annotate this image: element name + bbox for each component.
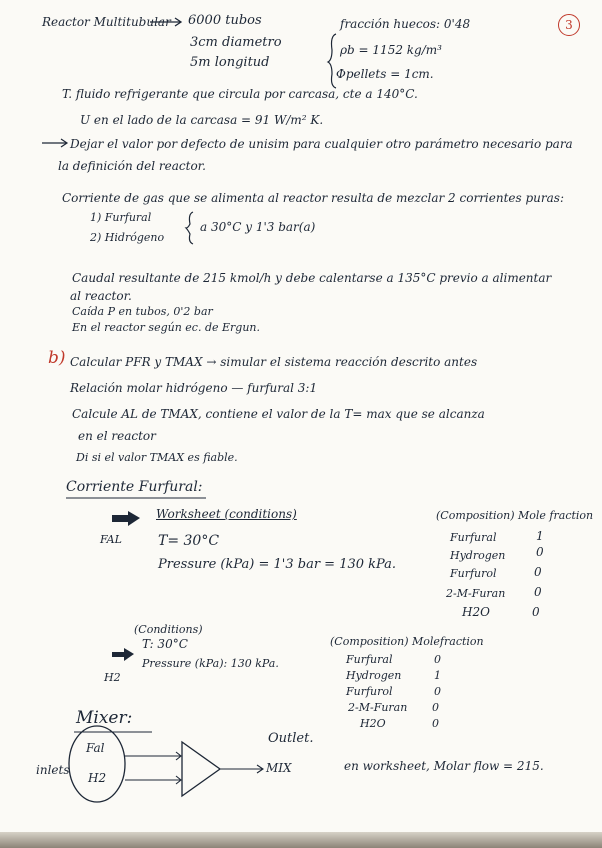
furfural-comp-3-value: 0: [534, 565, 542, 579]
flow-line1: Caudal resultante de 215 kmol/h y debe calentarse a 135°C previo a alimentar: [72, 271, 552, 285]
mixer-triangle: [182, 742, 220, 796]
h2-arrow-head: [124, 648, 134, 661]
flow-bullet-2: En el reactor según ec. de Ergun.: [72, 321, 260, 334]
mixer-worksheet-note: en worksheet, Molar flow = 215.: [344, 759, 544, 773]
inlet-circle: [69, 726, 125, 802]
part-b-line4: en el reactor: [78, 429, 156, 443]
furfural-heading: Corriente Furfural:: [66, 479, 203, 495]
mixer-outlet-label: Outlet.: [268, 731, 314, 746]
part-b-marker: b): [48, 348, 66, 368]
furfural-comp-1-value: 1: [536, 529, 544, 543]
furfural-comp-3: Furfurol: [450, 567, 497, 580]
page-bottom-edge: [0, 832, 602, 848]
hydrogen-comp-4: 2-M-Furan: [348, 701, 408, 714]
gas-conditions: a 30°C y 1'3 bar(a): [200, 220, 316, 234]
mixer-inlet-h2: H2: [88, 771, 107, 785]
fal-arrow-head: [128, 511, 140, 526]
furfural-comp-5: H2O: [462, 605, 490, 619]
default-note-line2: la definición del reactor.: [58, 159, 206, 173]
heat-transfer-coefficient: U en el lado de la carcasa = 91 W/m² K.: [80, 113, 324, 127]
furfural-composition-header: (Composition) Mole fraction: [436, 509, 594, 522]
reactor-label: Reactor Multitubular: [42, 15, 171, 29]
hydrogen-comp-5: H2O: [360, 717, 386, 730]
hydrogen-conditions: (Conditions): [134, 623, 203, 636]
hydrogen-comp-2-value: 1: [434, 669, 441, 682]
hydrogen-comp-1-value: 0: [434, 653, 441, 666]
furfural-comp-1: Furfural: [450, 531, 497, 544]
bed-density: ρb = 1152 kg/m³: [340, 43, 442, 57]
hydrogen-composition-header: (Composition) Molefraction: [330, 635, 484, 648]
hydrogen-pressure: Pressure (kPa): 130 kPa.: [142, 657, 279, 670]
hydrogen-comp-3: Furfurol: [346, 685, 393, 698]
coolant-note: T. fluido refrigerante que circula por carcasa, cte a 140°C.: [62, 87, 418, 101]
furfural-comp-5-value: 0: [532, 605, 540, 619]
part-b-line2: Relación molar hidrógeno — furfural 3:1: [70, 381, 318, 395]
part-b-line1: Calcular PFR y TMAX → simular el sistema reacción descrito antes: [70, 355, 478, 369]
brace-right: [328, 34, 336, 88]
furfural-comp-2: Hydrogen: [450, 549, 506, 562]
hydrogen-comp-3-value: 0: [434, 685, 441, 698]
furfural-stream-label: FAL: [100, 533, 122, 546]
furfural-worksheet: Worksheet (conditions): [156, 507, 297, 521]
furfural-comp-4: 2-M-Furan: [446, 587, 506, 600]
gas-brace: [186, 212, 193, 244]
page-number: 3: [558, 14, 580, 36]
hydrogen-comp-2: Hydrogen: [346, 669, 402, 682]
mixer-inlets-label: inlets: [36, 763, 70, 777]
default-note-line1: Dejar el valor por defecto de unisim para cualquier otro parámetro necesario para: [70, 137, 573, 151]
flow-line2: al reactor.: [70, 289, 132, 303]
h2-arrow-body: [112, 652, 126, 657]
mixer-heading: Mixer:: [76, 708, 133, 728]
hydrogen-comp-1: Furfural: [346, 653, 393, 666]
tubes: 6000 tubos: [188, 13, 262, 28]
void-fraction: fracción huecos: 0'48: [340, 17, 471, 31]
gas-stream-intro: Corriente de gas que se alimenta al reactor resulta de mezclar 2 corrientes puras:: [62, 191, 564, 205]
part-b-line3: Calcule AL de TMAX, contiene el valor de la T= max que se alcanza: [72, 407, 485, 421]
furfural-temperature: T= 30°C: [158, 533, 220, 549]
furfural-pressure: Pressure (kPa) = 1'3 bar = 130 kPa.: [158, 557, 397, 572]
furfural-comp-2-value: 0: [536, 545, 544, 559]
furfural-comp-4-value: 0: [534, 585, 542, 599]
hydrogen-comp-4-value: 0: [432, 701, 439, 714]
mixer-out-stream: MIX: [266, 761, 292, 775]
hydrogen-stream-label: H2: [104, 671, 121, 684]
hydrogen-temperature: T: 30°C: [142, 637, 188, 651]
pellet-diameter: Φpellets = 1cm.: [336, 67, 434, 81]
hydrogen-comp-5-value: 0: [432, 717, 439, 730]
fal-arrow-body: [112, 515, 130, 522]
gas-item-1: 1) Furfural: [90, 211, 152, 224]
part-b-line5: Di si el valor TMAX es fiable.: [76, 451, 238, 464]
mixer-inlet-fal: Fal: [86, 741, 105, 755]
flow-bullet-1: Caída P en tubos, 0'2 bar: [72, 305, 213, 318]
length: 5m longitud: [190, 55, 270, 70]
gas-item-2: 2) Hidrógeno: [90, 231, 165, 244]
diameter: 3cm diametro: [190, 35, 282, 50]
